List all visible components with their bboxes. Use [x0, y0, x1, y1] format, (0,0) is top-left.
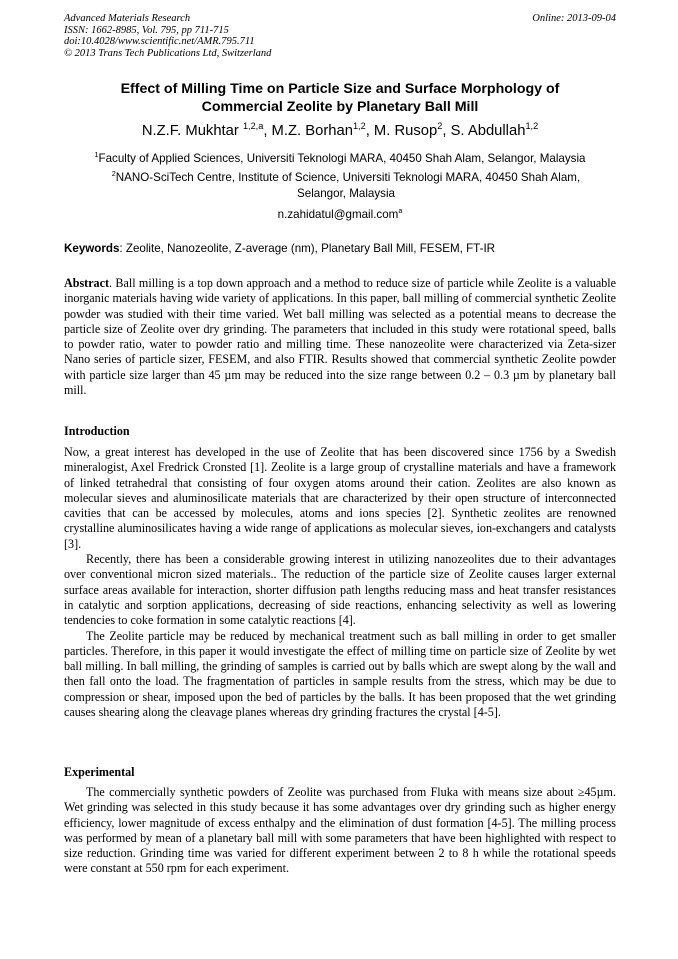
author-1-affil: 1,2,a: [242, 121, 264, 132]
author-4-affil: 1,2: [525, 121, 539, 132]
experimental-body: [64, 785, 616, 877]
author-1: N.Z.F. Mukhtar: [141, 123, 243, 139]
paper-title: [64, 81, 616, 116]
author-3: , M. Rusop: [365, 123, 438, 139]
email-mark: a: [398, 206, 403, 216]
online-date: Online: 2013-09-04: [532, 13, 616, 24]
keywords: [64, 241, 616, 256]
title-line-1: Effect of Milling Time on Particle Size and Surface Morphology of: [120, 81, 560, 97]
author-4: , S. Abdullah: [442, 123, 526, 139]
experimental-heading: Experimental: [64, 765, 135, 779]
author-email: [64, 207, 616, 223]
affiliation-2-mark: 2: [111, 169, 116, 179]
journal-name: Advanced Materials Research: [64, 13, 191, 24]
journal-header: [64, 13, 616, 59]
affiliation-1: [64, 151, 616, 167]
author-2: , M.Z. Borhan: [263, 123, 353, 139]
introduction-heading: Introduction: [64, 424, 130, 438]
keywords-text: : Zeolite, Nanozeolite, Z-average (nm), Planetary Ball Mill, FESEM, FT-IR: [119, 242, 496, 255]
abstract-text: . Ball milling is a top down approach and a method to reduce size of particle while Zeolite is a valuable inorganic materials having wide variety of applications. In this paper, ball milling of commercial synthetic Zeolite powder was studied with their time varied. Wet ball milling was selected as a potential means to decrease the particle size of Zeolite over dry grinding. The parameters that included in this study were rotational speed, balls to powder ratio, water to powder ratio and milling time. These nanozeolite were characterized via Zeta-sizer Nano series of particle sizer, FESEM, and also FTIR. Results showed that commercial synthetic Zeolite powder with particle size larger than 45 µm may be reduced into the size range between 0.2 – 0.3 µm by planetary ball mill.: [64, 276, 616, 398]
abstract-label: Abstract: [64, 276, 110, 290]
title-line-2: Commercial Zeolite by Planetary Ball Mill: [201, 98, 479, 115]
keywords-label: Keywords: [64, 242, 120, 255]
affiliation-1-mark: 1: [94, 150, 99, 160]
intro-paragraph-1: Now, a great interest has developed in the use of Zeolite that has been discovered since 1756 by a Swedish mineralogist, Axel Fredrick Cronsted [1]. Zeolite is a large group of crystalline materials and have a framework of linked tetrahedral that consisting of four oxygen atoms around their cation. Zeolites are also known as molecular sieves and aluminosilicate materials that are characterized by their open structure of interconnected cavities that can be accessed by molecules, atoms and ions species [2]. Synthetic zeolites are renowned crystalline aluminosilicates having a wide range of applications as molecular sieves, ion-exchangers and catalysts [3].: [64, 445, 616, 551]
author-3-affil: 2: [437, 121, 443, 132]
email-address: n.zahidatul@gmail.com: [277, 208, 399, 221]
author-list: [64, 122, 616, 140]
copyright-line: © 2013 Trans Tech Publications Ltd, Switzerland: [64, 47, 272, 59]
introduction-body: [64, 445, 616, 720]
issn-line: ISSN: 1662-8985, Vol. 795, pp 711-715: [64, 24, 229, 36]
intro-paragraph-3: The Zeolite particle may be reduced by mechanical treatment such as ball milling in order to get smaller particles. Therefore, in this paper it would investigate the effect of milling time on particle size of Zeolite by wet ball milling. In ball milling, the grinding of samples is carried out by balls which are swept along by the wall and then fall onto the load. The fragmentation of particles in sample results from the stress, which may be due to compression or shear, imposed upon the bed of particles by the balls. It has been proposed that the wet grinding causes shearing along the cleavage planes whereas dry grinding fractures the crystal [4-5].: [64, 628, 616, 720]
affiliation-2-text: NANO-SciTech Centre, Institute of Science, Universiti Teknologi MARA, 40450 Shah Alam, Selangor, Malaysia: [115, 171, 581, 200]
doi-line: doi:10.4028/www.scientific.net/AMR.795.711: [64, 36, 255, 48]
abstract: [64, 276, 616, 398]
intro-paragraph-2: Recently, there has been a considerable growing interest in utilizing nanozeolites due to their advantages over conventional micron sized materials.. The reduction of the particle size of Zeolite causes larger external surface areas available for interaction, shorter diffusion path lengths reducing mass and heat transfer resistances in catalytic and sorption applications, decreasing of side reactions, enhancing selectivity as well as lowering tendencies to coke formation in some catalytic reactions [4].: [64, 552, 616, 628]
experimental-paragraph-1: The commercially synthetic powders of Zeolite was purchased from Fluka with means size about ≥45µm. Wet grinding was selected in this study because it has some advantages over dry grinding such as higher energy efficiency, lower magnitude of excess enthalpy and the elimination of dust formation [4-5]. The milling process was performed by mean of a planetary ball mill with some parameters that have been highlighted with respect to size reduction. Grinding time was varied for different experiment between 2 to 8 h while the rotational speeds were constant at 550 rpm for each experiment.: [64, 785, 616, 876]
affiliation-1-text: Faculty of Applied Sciences, Universiti Teknologi MARA, 40450 Shah Alam, Selangor, Malaysia: [98, 152, 586, 165]
affiliation-2: [88, 170, 604, 201]
author-2-affil: 1,2: [352, 121, 366, 132]
